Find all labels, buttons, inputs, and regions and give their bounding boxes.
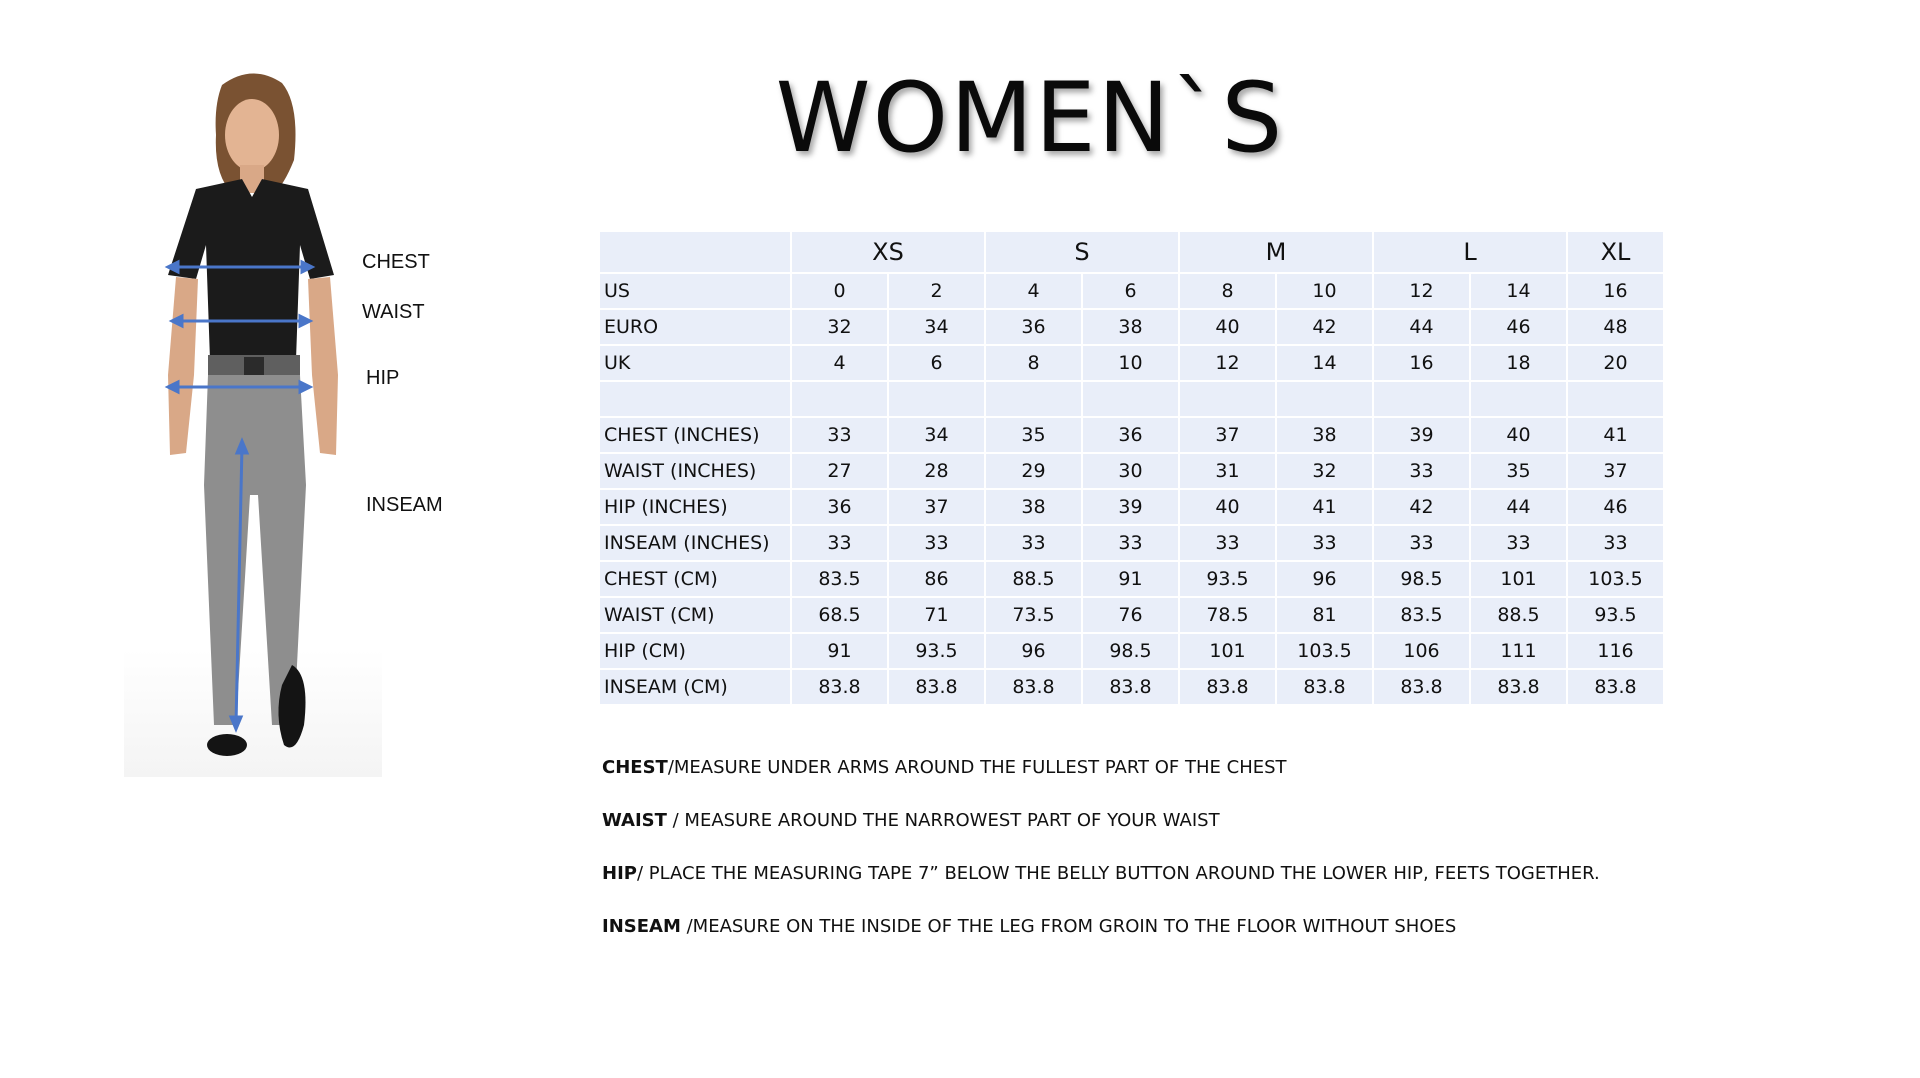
size-group-header: S: [986, 232, 1178, 272]
table-cell: 83.8: [792, 670, 887, 704]
table-cell: 32: [1277, 454, 1372, 488]
table-cell: 106: [1374, 634, 1469, 668]
row-label: [600, 382, 790, 416]
table-cell: 28: [889, 454, 984, 488]
model-figure-image: [124, 65, 382, 777]
table-row: [600, 346, 1663, 380]
row-label: HIP (INCHES): [600, 490, 790, 524]
table-cell: 68.5: [792, 598, 887, 632]
table-cell: 111: [1471, 634, 1566, 668]
table-cell: 37: [889, 490, 984, 524]
row-label: UK: [600, 346, 790, 380]
table-cell: 103.5: [1277, 634, 1372, 668]
table-cell: 33: [1374, 454, 1469, 488]
table-row: [600, 454, 1663, 488]
table-cell: 6: [889, 346, 984, 380]
table-cell: 101: [1180, 634, 1275, 668]
table-cell: 83.8: [1277, 670, 1372, 704]
table-cell: 30: [1083, 454, 1178, 488]
table-cell: 86: [889, 562, 984, 596]
table-cell: 88.5: [1471, 598, 1566, 632]
table-cell: 4: [792, 346, 887, 380]
table-cell: 40: [1180, 490, 1275, 524]
table-cell: 8: [986, 346, 1081, 380]
table-cell: [1568, 382, 1663, 416]
table-cell: 36: [1083, 418, 1178, 452]
measurement-instructions: [602, 757, 1600, 969]
table-cell: 37: [1180, 418, 1275, 452]
table-cell: 10: [1277, 274, 1372, 308]
table-cell: 83.8: [1568, 670, 1663, 704]
table-cell: 33: [1568, 526, 1663, 560]
table-cell: 12: [1374, 274, 1469, 308]
table-cell: 0: [792, 274, 887, 308]
table-row: [600, 310, 1663, 344]
table-cell: 44: [1471, 490, 1566, 524]
table-cell: 14: [1277, 346, 1372, 380]
table-cell: 83.8: [1083, 670, 1178, 704]
table-cell: 83.8: [1374, 670, 1469, 704]
table-cell: 101: [1471, 562, 1566, 596]
size-group-header: XL: [1568, 232, 1663, 272]
table-cell: 73.5: [986, 598, 1081, 632]
table-row: [600, 418, 1663, 452]
table-cell: 98.5: [1083, 634, 1178, 668]
table-cell: 16: [1374, 346, 1469, 380]
size-group-header-row: [600, 232, 1663, 272]
note-term: WAIST: [602, 810, 667, 831]
table-row: [600, 562, 1663, 596]
table-cell: 42: [1277, 310, 1372, 344]
table-cell: [1471, 382, 1566, 416]
page-title: WOMEN`S: [775, 62, 1285, 174]
table-row: [600, 598, 1663, 632]
table-cell: 41: [1277, 490, 1372, 524]
table-cell: 39: [1083, 490, 1178, 524]
table-cell: 33: [1374, 526, 1469, 560]
table-cell: [1083, 382, 1178, 416]
table-cell: 116: [1568, 634, 1663, 668]
row-label: EURO: [600, 310, 790, 344]
table-cell: 36: [986, 310, 1081, 344]
size-group-header: L: [1374, 232, 1566, 272]
table-cell: 14: [1471, 274, 1566, 308]
size-group-header: M: [1180, 232, 1372, 272]
table-cell: 83.8: [1471, 670, 1566, 704]
table-cell: 91: [1083, 562, 1178, 596]
table-cell: 33: [792, 526, 887, 560]
inseam-label: INSEAM: [366, 494, 443, 516]
table-cell: 38: [1277, 418, 1372, 452]
table-cell: 12: [1180, 346, 1275, 380]
table-cell: [1180, 382, 1275, 416]
table-cell: 27: [792, 454, 887, 488]
table-cell: 83.8: [1180, 670, 1275, 704]
table-cell: 29: [986, 454, 1081, 488]
table-cell: 33: [1471, 526, 1566, 560]
table-cell: 46: [1471, 310, 1566, 344]
table-cell: 78.5: [1180, 598, 1275, 632]
table-cell: 96: [986, 634, 1081, 668]
table-cell: 33: [986, 526, 1081, 560]
table-cell: 34: [889, 418, 984, 452]
hip-label: HIP: [366, 367, 400, 389]
table-cell: 35: [986, 418, 1081, 452]
table-cell: [986, 382, 1081, 416]
note-text: /MEASURE UNDER ARMS AROUND THE FULLEST PART OF THE CHEST: [667, 757, 1287, 778]
row-label: INSEAM (CM): [600, 670, 790, 704]
table-cell: [889, 382, 984, 416]
size-chart-table: [598, 230, 1665, 706]
table-cell: 40: [1471, 418, 1566, 452]
row-label: INSEAM (INCHES): [600, 526, 790, 560]
note-chest: [602, 757, 1600, 778]
table-cell: 81: [1277, 598, 1372, 632]
table-cell: 40: [1180, 310, 1275, 344]
table-cell: 41: [1568, 418, 1663, 452]
table-cell: 31: [1180, 454, 1275, 488]
size-group-header: XS: [792, 232, 984, 272]
row-label: HIP (CM): [600, 634, 790, 668]
table-cell: 33: [1277, 526, 1372, 560]
table-cell: 96: [1277, 562, 1372, 596]
note-hip: [602, 863, 1600, 884]
table-row: [600, 490, 1663, 524]
table-row-blank: [600, 382, 1663, 416]
table-cell: 18: [1471, 346, 1566, 380]
note-term: INSEAM: [602, 916, 681, 937]
table-row: [600, 274, 1663, 308]
table-cell: 76: [1083, 598, 1178, 632]
table-cell: 8: [1180, 274, 1275, 308]
table-cell: 83.8: [889, 670, 984, 704]
table-row: [600, 634, 1663, 668]
waist-label: WAIST: [362, 301, 425, 323]
table-cell: 38: [1083, 310, 1178, 344]
table-cell: 103.5: [1568, 562, 1663, 596]
header-corner-cell: [600, 232, 790, 272]
table-cell: 83.5: [792, 562, 887, 596]
table-cell: 93.5: [1180, 562, 1275, 596]
table-cell: [1374, 382, 1469, 416]
table-cell: 4: [986, 274, 1081, 308]
table-cell: 10: [1083, 346, 1178, 380]
table-row: [600, 670, 1663, 704]
note-text: / MEASURE AROUND THE NARROWEST PART OF YOUR WAIST: [666, 810, 1220, 831]
note-term: HIP: [602, 863, 637, 884]
table-cell: 93.5: [889, 634, 984, 668]
note-text: / PLACE THE MEASURING TAPE 7” BELOW THE BELLY BUTTON AROUND THE LOWER HIP, FEETS TOGETHER.: [636, 863, 1600, 884]
row-label: US: [600, 274, 790, 308]
table-cell: 32: [792, 310, 887, 344]
table-cell: 38: [986, 490, 1081, 524]
note-inseam: [602, 916, 1600, 937]
table-cell: 36: [792, 490, 887, 524]
table-cell: 35: [1471, 454, 1566, 488]
table-cell: 42: [1374, 490, 1469, 524]
table-cell: 93.5: [1568, 598, 1663, 632]
table-cell: 33: [792, 418, 887, 452]
row-label: CHEST (INCHES): [600, 418, 790, 452]
table-cell: 33: [1180, 526, 1275, 560]
table-cell: [1277, 382, 1372, 416]
table-cell: 37: [1568, 454, 1663, 488]
row-label: CHEST (CM): [600, 562, 790, 596]
table-row: [600, 526, 1663, 560]
note-waist: [602, 810, 1600, 831]
model-figure-illustration: [124, 65, 382, 777]
chest-label: CHEST: [362, 251, 430, 273]
table-cell: 44: [1374, 310, 1469, 344]
table-cell: 98.5: [1374, 562, 1469, 596]
size-chart-body: [600, 274, 1663, 704]
note-term: CHEST: [602, 757, 668, 778]
row-label: WAIST (INCHES): [600, 454, 790, 488]
table-cell: 16: [1568, 274, 1663, 308]
table-cell: 33: [1083, 526, 1178, 560]
table-cell: 39: [1374, 418, 1469, 452]
table-cell: 91: [792, 634, 887, 668]
note-text: /MEASURE ON THE INSIDE OF THE LEG FROM GROIN TO THE FLOOR WITHOUT SHOES: [680, 916, 1457, 937]
table-cell: 6: [1083, 274, 1178, 308]
table-cell: 83.5: [1374, 598, 1469, 632]
table-cell: 20: [1568, 346, 1663, 380]
table-cell: [792, 382, 887, 416]
table-cell: 46: [1568, 490, 1663, 524]
table-cell: 34: [889, 310, 984, 344]
table-cell: 71: [889, 598, 984, 632]
table-cell: 33: [889, 526, 984, 560]
row-label: WAIST (CM): [600, 598, 790, 632]
table-cell: 83.8: [986, 670, 1081, 704]
table-cell: 48: [1568, 310, 1663, 344]
table-cell: 2: [889, 274, 984, 308]
table-cell: 88.5: [986, 562, 1081, 596]
